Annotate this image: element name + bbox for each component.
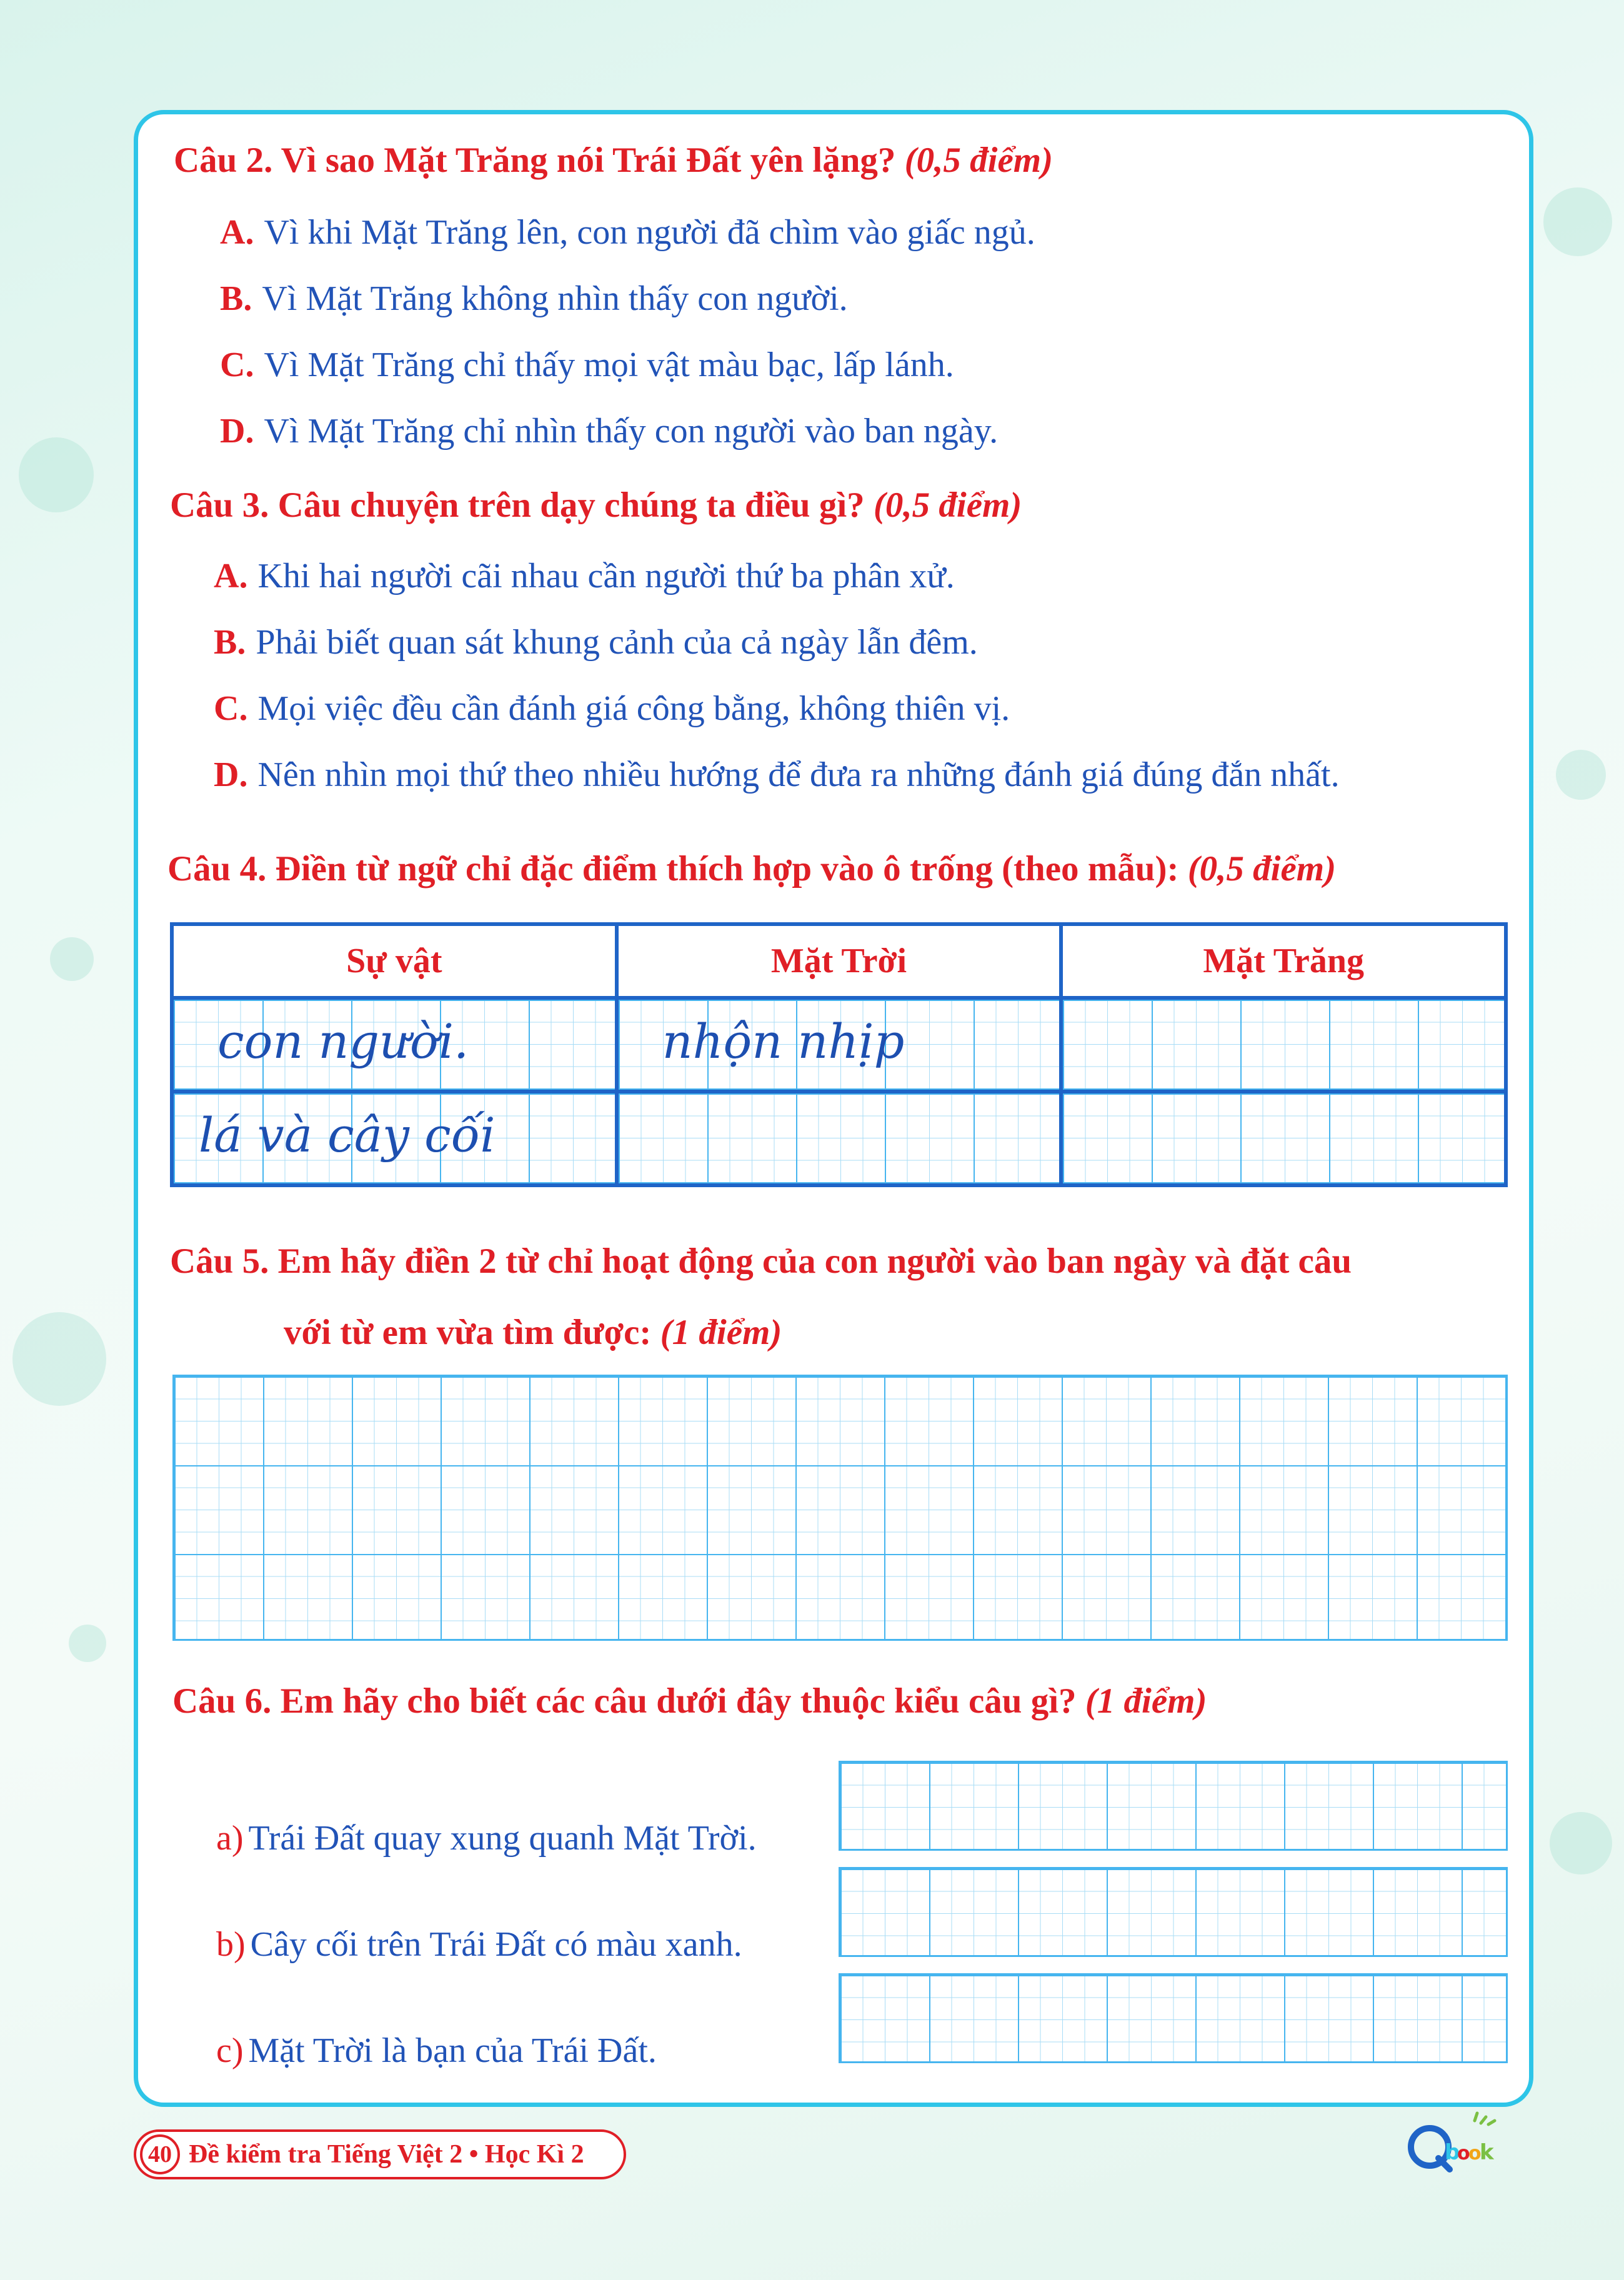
question-6-answer-b-grid[interactable] [839, 1867, 1508, 1957]
question-5-title-line1: Câu 5. Em hãy điền 2 từ chỉ hoạt động của con người vào ban ngày và đặt câu [170, 1242, 1352, 1281]
decor-bubble [69, 1625, 106, 1662]
option-letter: D. [220, 412, 254, 451]
question-2-option-a[interactable] [220, 212, 1035, 252]
svg-text:k: k [1480, 2140, 1494, 2165]
question-2-text: Câu 2. Vì sao Mặt Trăng nói Trái Đất yên lặng? [174, 141, 896, 180]
table-header-cell: Mặt Trăng [1061, 924, 1506, 998]
decor-bubble [1543, 187, 1612, 256]
qbook-logo [1406, 2098, 1500, 2179]
question-5-writing-grid[interactable] [172, 1375, 1508, 1641]
item-label: a) [216, 1819, 244, 1858]
question-2-option-c[interactable] [220, 345, 954, 385]
footer-book-label [134, 2129, 626, 2179]
option-text: Vì Mặt Trăng chỉ thấy mọi vật màu bạc, lấp lánh. [264, 346, 954, 384]
option-letter: C. [214, 689, 248, 728]
answer-cell[interactable] [172, 1092, 617, 1185]
question-6-item-a [216, 1818, 757, 1858]
item-label: b) [216, 1925, 246, 1964]
answer-cell[interactable] [1061, 998, 1506, 1092]
question-6-item-c [216, 2031, 657, 2071]
question-5-points: (1 điểm) [660, 1313, 782, 1352]
table-header-cell: Sự vật [172, 924, 617, 998]
question-4-title [167, 849, 1336, 889]
decor-bubble [1556, 750, 1606, 800]
table-header-cell: Mặt Trời [617, 924, 1062, 998]
question-6-answer-c-grid[interactable] [839, 1973, 1508, 2063]
question-4-table [170, 922, 1508, 1187]
question-6-points: (1 điểm) [1085, 1681, 1207, 1721]
decor-bubble [19, 437, 94, 512]
option-letter: C. [220, 346, 254, 384]
question-5-title-line2 [284, 1312, 782, 1353]
question-3-points: (0,5 điểm) [873, 485, 1022, 525]
svg-text:o: o [1468, 2143, 1482, 2164]
option-text: Vì khi Mặt Trăng lên, con người đã chìm vào giấc ngủ. [264, 213, 1035, 252]
option-text: Vì Mặt Trăng không nhìn thấy con người. [262, 279, 848, 318]
handwritten-answer: con người. [217, 1013, 469, 1069]
question-6-title [172, 1681, 1207, 1721]
table-row [172, 1092, 1506, 1185]
svg-text:o: o [1457, 2143, 1470, 2164]
option-text: Nên nhìn mọi thứ theo nhiều hướng để đưa ra những đánh giá đúng đắn nhất. [257, 755, 1340, 794]
question-6-item-b [216, 1924, 742, 1964]
option-letter: B. [214, 623, 246, 662]
answer-cell[interactable] [172, 998, 617, 1092]
decor-bubble [12, 1312, 106, 1406]
option-text: Vì Mặt Trăng chỉ nhìn thấy con người vào ban ngày. [264, 412, 999, 451]
option-letter: B. [220, 279, 252, 318]
answer-cell[interactable] [1061, 1092, 1506, 1185]
item-label: c) [216, 2031, 244, 2070]
question-2-points: (0,5 điểm) [904, 141, 1054, 180]
table-header-row [172, 924, 1506, 998]
page-number: 40 [140, 2134, 180, 2174]
handwritten-answer: lá và cây cối [199, 1107, 496, 1163]
option-text: Phải biết quan sát khung cảnh của cả ngày lẫn đêm. [256, 623, 978, 662]
question-3-text: Câu 3. Câu chuyện trên dạy chúng ta điều gì? [170, 485, 865, 525]
question-4-text: Câu 4. Điền từ ngữ chỉ đặc điểm thích hợp vào ô trống (theo mẫu): [167, 849, 1179, 889]
item-text: Mặt Trời là bạn của Trái Đất. [248, 2031, 657, 2070]
answer-cell[interactable] [617, 1092, 1062, 1185]
question-2-title [174, 140, 1053, 181]
handwritten-answer: nhộn nhịp [662, 1013, 905, 1069]
question-3-option-b[interactable] [214, 622, 978, 662]
question-3-title [170, 485, 1022, 525]
svg-text:b: b [1445, 2140, 1460, 2165]
option-letter: D. [214, 755, 248, 794]
item-text: Trái Đất quay xung quanh Mặt Trời. [248, 1819, 757, 1858]
book-title: Đề kiểm tra Tiếng Việt 2 • Học Kì 2 [189, 2140, 584, 2169]
option-letter: A. [220, 213, 254, 252]
question-6-text: Câu 6. Em hãy cho biết các câu dưới đây thuộc kiểu câu gì? [172, 1681, 1077, 1721]
question-3-option-a[interactable] [214, 556, 955, 596]
question-3-option-c[interactable] [214, 689, 1010, 729]
decor-bubble [1550, 1812, 1612, 1874]
question-3-option-d[interactable] [214, 755, 1340, 795]
item-text: Cây cối trên Trái Đất có màu xanh. [250, 1925, 742, 1964]
option-text: Mọi việc đều cần đánh giá công bằng, không thiên vị. [257, 689, 1010, 728]
decor-bubble [50, 937, 94, 981]
option-letter: A. [214, 557, 248, 595]
question-2-option-d[interactable] [220, 411, 998, 451]
answer-cell[interactable] [617, 998, 1062, 1092]
option-text: Khi hai người cãi nhau cần người thứ ba phân xử. [257, 557, 955, 595]
question-2-option-b[interactable] [220, 279, 848, 319]
question-6-answer-a-grid[interactable] [839, 1761, 1508, 1851]
question-4-points: (0,5 điểm) [1187, 849, 1337, 889]
question-5-text: với từ em vừa tìm được: [284, 1313, 652, 1352]
table-row [172, 998, 1506, 1092]
